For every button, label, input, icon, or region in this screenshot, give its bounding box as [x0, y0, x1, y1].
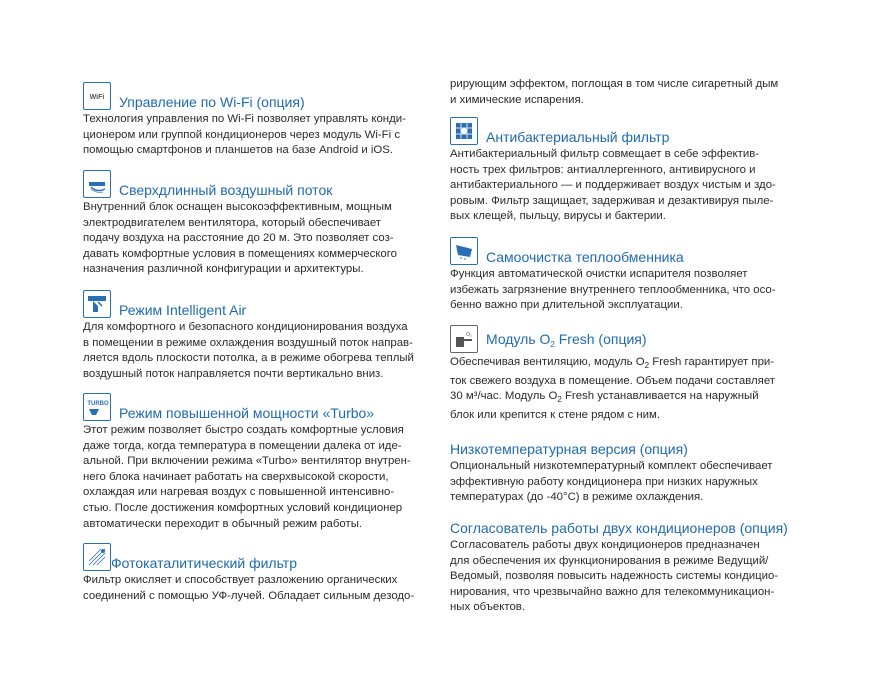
section-title: Модуль $O_2$ Fresh (опция): [486, 331, 647, 349]
airflow-icon: [83, 170, 111, 198]
svg-text:WiFi: WiFi: [89, 94, 105, 101]
section-title: Управление по Wi-Fi (опция): [119, 94, 305, 110]
svg-text:O₂: O₂: [466, 332, 472, 338]
section-title: Самоочистка теплообменника: [486, 249, 684, 265]
antibacterial-filter-icon: [450, 117, 478, 145]
section-low-temperature: [450, 441, 810, 506]
section-text: Фильтр окисляет и способствует разложению органических соединений с помощью УФ-лучей. Обладает сильным дезодо-: [83, 574, 415, 602]
section-o2-fresh: [450, 325, 810, 423]
section-text: Согласователь работы двух кондиционеров предназначен для обеспечения их функционирования в режиме Ведущий/ Ведомый, позволяя повысить надежность системы кондицио- нирования, что чрезвычайно важно для телекоммуникацион- ных объектов.: [450, 539, 779, 614]
section-title: Фотокаталитический фильтр: [111, 555, 297, 571]
section-text: Для комфортного и безопасного кондиционирования воздуха в помещении в режиме охлаждения воздушный поток направ- ляется вдоль плоскости потолка, а в режиме обогрева теплый воздушный поток направляется почти вертикально вниз.: [83, 321, 414, 380]
section-text: Функция автоматической очистки испарителя позволяет избежать загрязнение внутреннего теплообменника, что осо- бенно важно при длительной эксплуатации.: [450, 268, 776, 312]
svg-text:TURBO: TURBO: [87, 401, 109, 407]
section-title: Низкотемпературная версия (опция): [450, 441, 688, 457]
section-text: Антибактериальный фильтр совмещает в себе эффектив- ность трех фильтров: антиаллергенного, антивирусного и антибактериального — и поддерживает воздух чистым и здо- ровым. Фильтр защищает, задерживая и дезактивируя пыле- вых клещей, пыльцу, вирусы и бактерии.: [450, 148, 776, 223]
section-antibacterial: [450, 117, 810, 225]
section-text: Этот режим позволяет быстро создать комфортные условия даже тогда, когда температура в помещении далека от иде- альной. При включении режима «Turbo» вентилятор внутрен- него блока начинает работать на сверхвысокой скорости, охлаждая или нагревая воздух с повышенной интенсивно- стью. После достижения комфортных условий кондиционер автоматически переходит в обычный режим работы.: [83, 424, 411, 530]
intelligent-air-icon: [83, 290, 111, 318]
section-turbo: [83, 393, 443, 532]
section-title: Режим Intelligent Air: [119, 302, 247, 318]
section-photocatalytic: [83, 543, 443, 604]
section-text: рирующим эффектом, поглощая в том числе сигаретный дым и химические испарения.: [450, 78, 779, 106]
turbo-icon: [83, 393, 111, 421]
section-photocatalytic-continued: [450, 77, 810, 108]
section-self-cleaning: [450, 237, 810, 314]
section-title: Антибактериальный фильтр: [486, 129, 670, 145]
heat-exchanger-icon: [450, 237, 478, 265]
section-text: Опциональный низкотемпературный комплект обеспечивает эффективную работу кондиционера при низких наружных температурах (до -40°C) в режиме охлаждения.: [450, 460, 773, 504]
section-text: Обеспечивая вентиляцию, модуль $O_2$ Fresh гарантирует при- ток свежего воздуха в помещение. Объем подачи составляет 30 м³/час. Модуль $O_2$ Fresh устанавливается на наружный блок или крепится к стене рядом с ним.: [450, 356, 776, 421]
section-text: Технология управления по Wi-Fi позволяет управлять конди- ционером или группой кондиционеров через модуль Wi-Fi с помощью смартфонов и планшетов на базе Android и iOS.: [83, 113, 406, 157]
section-airflow: [83, 170, 443, 278]
section-wifi: [83, 82, 443, 159]
section-intelligent-air: [83, 290, 443, 382]
section-title: Режим повышенной мощности «Turbo»: [119, 405, 375, 421]
section-text: Внутренний блок оснащен высокоэффективным, мощным электродвигателем вентилятора, который обеспечивает подачу воздуха на расстояние до 20 м. Это позволяет соз- давать комфортные условия в помещениях коммерческого назначения различной конфигурации и архитектуры.: [83, 201, 398, 276]
photocatalytic-filter-icon: [83, 543, 111, 571]
o2-fresh-icon: [450, 325, 478, 353]
section-title: Сверхдлинный воздушный поток: [119, 182, 333, 198]
section-title: Согласователь работы двух кондиционеров (опция): [450, 520, 788, 536]
section-coordinator: [450, 520, 810, 616]
wifi-icon: [83, 82, 111, 110]
